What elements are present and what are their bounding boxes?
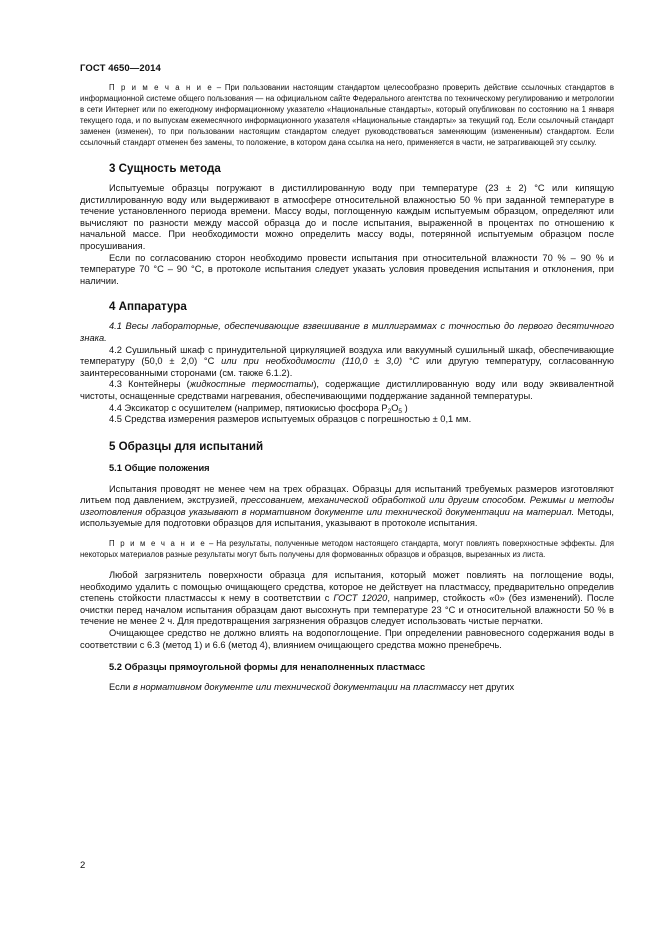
subsection-5-2-title: 5.2 Образцы прямоугольной формы для ненаполненных пластмасс <box>109 662 426 673</box>
section-5-1-paragraph-3: Очищающее средство не должно влиять на водопоглощение. При определении равновесного содержания воды в соответствии с 6.3 (метод 1) и 6.6 (метод 4), влиянием очищающего средства можно пренебречь. <box>80 628 614 650</box>
item-4-4: 4.4 Эксикатор с осушителем (например, пятиокисью фосфора $P_2O_5$ ) <box>109 402 408 415</box>
note-references <box>80 82 614 148</box>
item-4-1: 4.1 Весы лабораторные, обеспечивающие взвешивание в миллиграммах с точностью до первого десятичного знака. <box>80 321 614 343</box>
section-3-paragraph-1: Испытуемые образцы погружают в дистиллированную воду при температуре (23 ± 2) °С или кипящую дистиллированную воду или выдерживают в атмосфере относительной влажностью 50 % при заданной температуре в течение установленного периода времени. Массу воды, поглощенную каждым испытуемым образцом, определяют или вычисляют по разности между массой образца до и после испытания, выраженной в процентах по отношению к начальной массе. При необходимости можно определить массу воды, потерянной испытуемым образцом после просушивания. <box>80 183 614 251</box>
section-5-title: 5 Образцы для испытаний <box>109 439 264 453</box>
section-5-1-paragraph-1: Испытания проводят не менее чем на трех образцах. Образцы для испытаний требуемых размеров изготовляют литьем под давлением, экструзией, прессованием, механической обработкой или другим способом. Режимы и методы изготовления образцов указывают в нормативном документе или технической документации на материал. Методы, используемые для подготовки образцов для испытания, указывают в протоколе испытания. <box>80 483 615 529</box>
note-text: – При пользовании настоящим стандартом целесообразно проверить действие ссылочных стандартов в информационной системе общего пользования — на официальном сайте Федерального агентства по техническому регулированию и метрологии в сети Интернет или по ежегодному информационному указателю «Национальные стандарты», который опубликован по состоянию на 1 января текущего года, и по выпускам ежемесячного информационного указателя «Национальные стандарты» за текущий год. Если ссылочный стандарт заменен (изменен), то при пользовании настоящим стандартом следует руководствоваться заменяющим (измененным) стандартом. Если ссылочный стандарт отменен без замены, то положение, в котором дана ссылка на него, применяется в части, не затрагивающей эту ссылку. <box>80 83 614 147</box>
section-5-1-paragraph-2: Любой загрязнитель поверхности образца для испытания, который может повлиять на поглощение воды, необходимо удалить с помощью очищающего средства, которое не действует на пластмассу, предварительно определив степень стойкости пластмассы к нему в соответствии с ГОСТ 12020, например, стойкость «0» (без изменений). После очистки перед началом испытания образцам дают высохнуть при температуре 23 °С и относительной влажности 50 % в течение не менее 2 ч. Для предотвращения загрязнения образцов следует использовать чистые перчатки. <box>80 570 615 627</box>
item-4-3: 4.3 Контейнеры (жидкостные термостаты), содержащие дистиллированную воду или воду эквивалентной чистоты, оснащенные средствами нагревания, обеспечивающими поддержание заданной температуры. <box>80 379 614 401</box>
note-text: – На результаты, полученные методом настоящего стандарта, могут повлиять поверхностные эффекты. Для некоторых материалов разные результаты могут быть получены для формованных образцов и образцов, вырезанных из листа. <box>80 539 614 560</box>
note-label: П р и м е ч а н и е <box>109 539 206 549</box>
section-4-title: 4 Аппаратура <box>109 300 187 314</box>
section-3-paragraph-2: Если по согласованию сторон необходимо провести испытания при относительной влажности 70 % – 90 % и температуре 70 °С – 90 °С, в протоколе испытания следует указать условия проведения испытания и отклонения, при наличии. <box>80 252 614 286</box>
subsection-5-1-title: 5.1 Общие положения <box>109 462 210 473</box>
page-number: 2 <box>80 860 86 871</box>
page-content <box>80 82 614 694</box>
item-4-5: 4.5 Средства измерения размеров испытуемых образцов с погрешностью ± 0,1 мм. <box>109 414 472 425</box>
page-header: ГОСТ 4650—2014 <box>80 63 161 74</box>
section-3-title: 3 Сущность метода <box>109 162 221 175</box>
note-surface-effects <box>80 538 614 560</box>
section-5-2-paragraph-1: Если в нормативном документе или технической документации на пластмассу нет других <box>109 682 515 693</box>
item-4-2: 4.2 Сушильный шкаф с принудительной циркуляцией воздуха или вакуумный сушильный шкаф, обеспечивающие температуру (50,0 ± 2,0) °С или при необходимости (110,0 ± 3,0) °С или другую температуру, согласованную заинтересованными сторонами (см. также 6.1.2). <box>80 344 614 378</box>
note-label: П р и м е ч а н и е <box>109 83 214 92</box>
